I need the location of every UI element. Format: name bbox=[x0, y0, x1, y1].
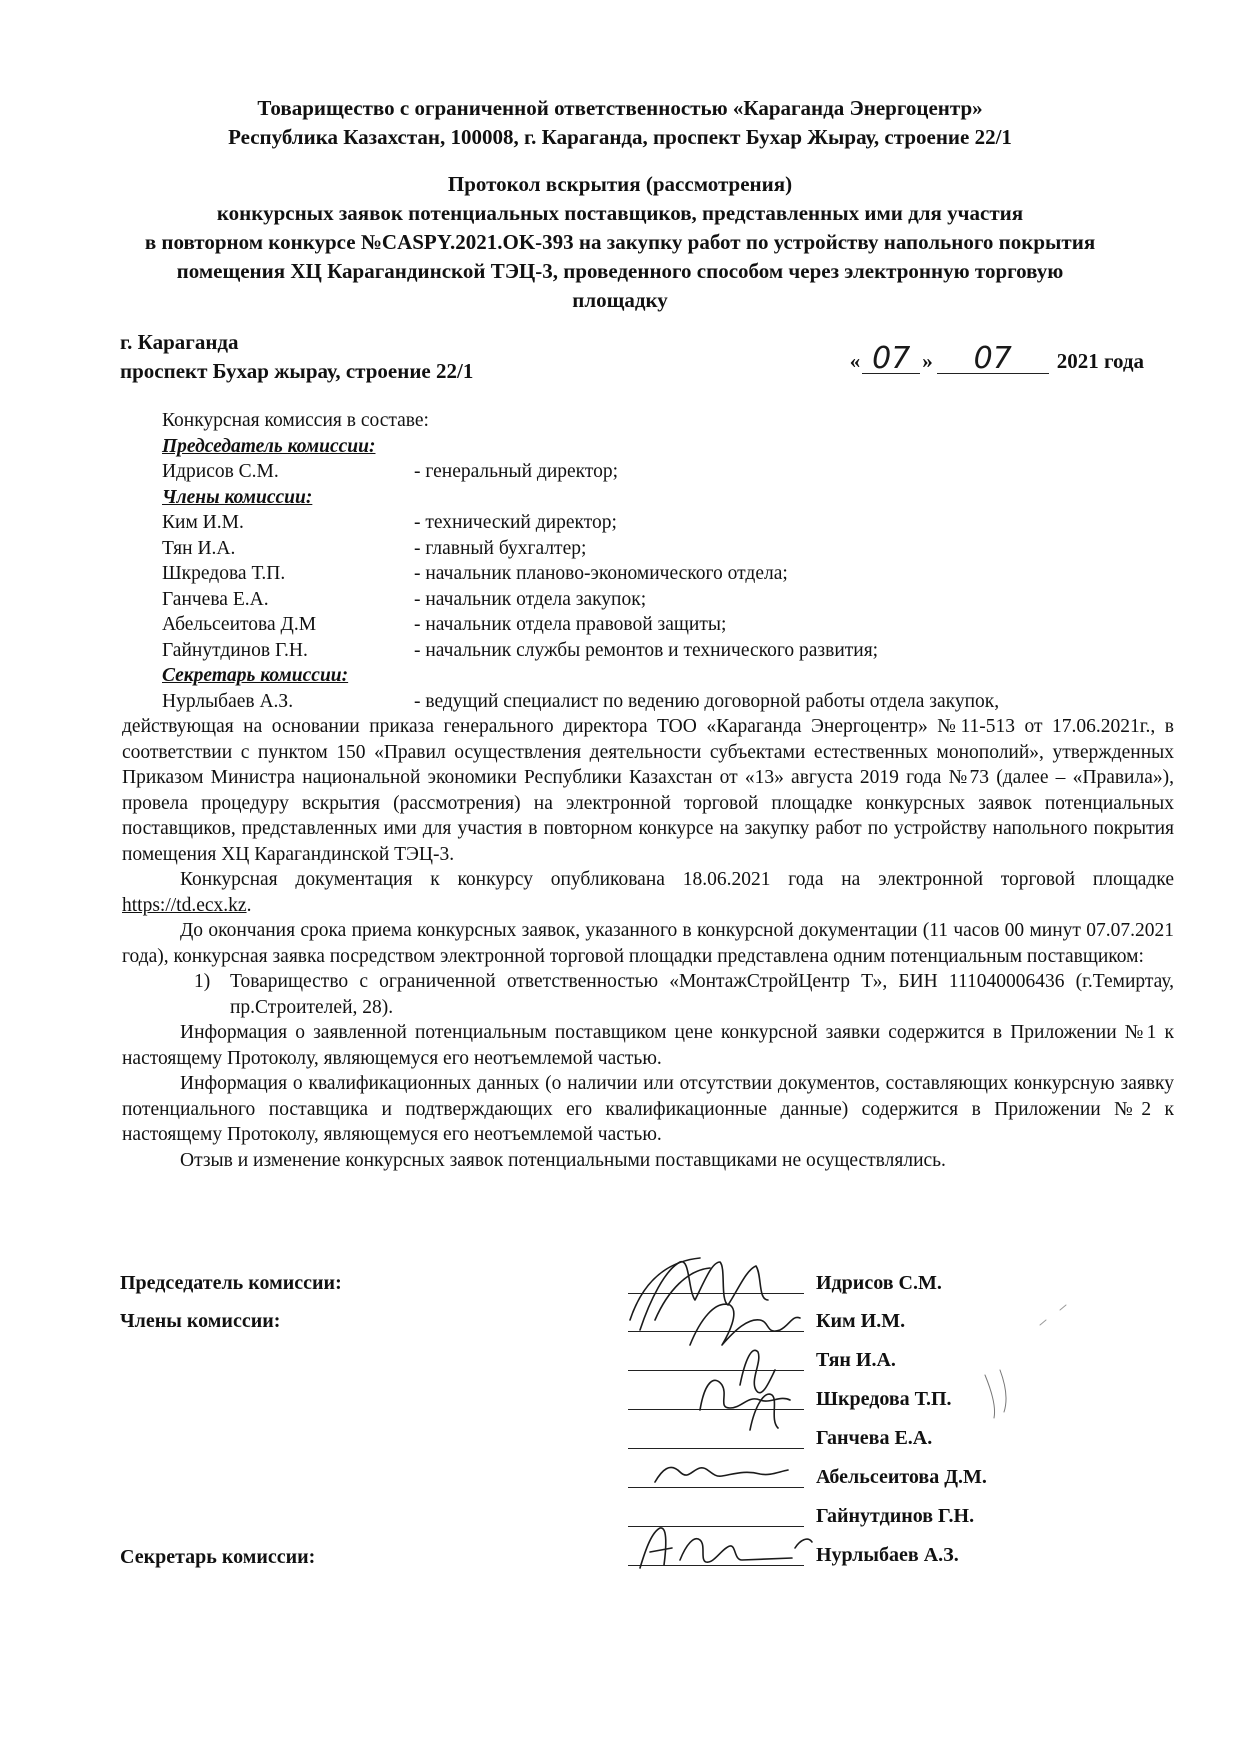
member-position: - начальник службы ремонтов и технического развития; bbox=[414, 639, 879, 661]
title-line-1: Протокол вскрытия (рассмотрения) bbox=[447, 172, 793, 196]
signatory-name: Ганчева Е.А. bbox=[816, 1427, 933, 1449]
signature-chair bbox=[640, 1262, 768, 1330]
member-name: Шкредова Т.П. bbox=[162, 563, 286, 584]
paragraph-submissions: До окончания срока приема конкурсных заявок, указанного в конкурсной документации (11 часов 00 минут 07.07.2021 года), конкурсная заявка посредством электронной торговой площадки представлена одним потенциальным поставщиком: bbox=[122, 920, 1174, 967]
signature-line bbox=[628, 1487, 804, 1488]
publication-end: . bbox=[246, 894, 252, 916]
paragraph-procedure: действующая на основании приказа генерального директора ТОО «Караганда Энергоцентр» №11-513 от 17.06.2021г., в соответствии с пунктом 150 «Правил осуществления деятельности субъектами естественных монополий», утвержденных Приказом Министра национальной экономики Республики Казахстан от «13» августа 2019 года №73 (далее – «Правила»), провела процедуру вскрытия (рассмотрения) на электронной торговой площадке конкурсных заявок потенциальных поставщиков, представленных ими для участия в повторном конкурсе на закупку работ по устройству напольного покрытия помещения ХЦ Карагандинской ТЭЦ-3. bbox=[122, 716, 1174, 865]
date-close-quote: » bbox=[922, 349, 933, 373]
member-name: Тян И.А. bbox=[162, 537, 236, 559]
signatory-name: Тян И.А. bbox=[816, 1349, 896, 1371]
address: проспект Бухар жырау, строение 22/1 bbox=[120, 359, 474, 383]
signature-secretary bbox=[640, 1528, 672, 1568]
date-day: 07 bbox=[862, 345, 920, 374]
paragraph-price-info: Информация о заявленной потенциальным поставщиком цене конкурсной заявки содержится в Приложении №1 к настоящему Протоколу, являющемуся его неотъемлемой частью. bbox=[122, 1022, 1174, 1069]
member-position: - технический директор; bbox=[414, 512, 617, 533]
member-name: Гайнутдинов Г.Н. bbox=[162, 639, 308, 661]
organization-address: Республика Казахстан, 100008, г. Караганда, проспект Бухар Жырау, строение 22/1 bbox=[228, 125, 1012, 149]
paragraph-qualification-info: Информация о квалификационных данных (о наличии или отсутствии документов, составляющих конкурсную заявку потенциального поставщика и подтверждающих его квалификационные данные) содержится в Приложении №2 к настоящему Протоколу, являющемуся его неотъемлемой частью. bbox=[122, 1073, 1174, 1145]
signatory-name: Шкредова Т.П. bbox=[816, 1388, 952, 1410]
signature-line bbox=[628, 1565, 804, 1566]
signature-line bbox=[628, 1409, 804, 1410]
signature-line bbox=[628, 1293, 804, 1294]
commission-intro: Конкурсная комиссия в составе: bbox=[162, 410, 429, 431]
member-name: Абельсеитова Д.М bbox=[162, 614, 317, 635]
secretary-name: Нурлыбаев А.З. bbox=[162, 690, 294, 712]
signatory-name: Абельсеитова Д.М. bbox=[816, 1466, 987, 1488]
chair-name: Идрисов С.М. bbox=[162, 461, 279, 482]
signatory-name: Нурлыбаев А.З. bbox=[816, 1544, 959, 1566]
signature-line bbox=[628, 1526, 804, 1527]
secretary-role-heading: Секретарь комиссии: bbox=[162, 665, 349, 686]
title-line-5: площадку bbox=[572, 288, 668, 312]
signature-member bbox=[690, 1304, 800, 1345]
signatory-name: Ким И.М. bbox=[816, 1310, 906, 1332]
supplier-text: Товарищество с ограниченной ответственностью «МонтажСтройЦентр Т», БИН 111040006436 (г.Темиртау, пр.Строителей, 28). bbox=[230, 971, 1174, 1018]
secretary-signature-label: Секретарь комиссии: bbox=[120, 1546, 316, 1568]
member-name: Ганчева Е.А. bbox=[162, 588, 269, 610]
member-position: - главный бухгалтер; bbox=[414, 537, 587, 559]
title-line-3: в повторном конкурсе №CASPY.2021.OK-393 на закупку работ по устройству напольного покрытия bbox=[144, 230, 1096, 254]
list-number: 1) bbox=[194, 971, 211, 992]
member-position: - начальник отдела правовой защиты; bbox=[414, 614, 727, 635]
signature-line bbox=[628, 1448, 804, 1449]
platform-link[interactable]: https://td.ecx.kz bbox=[122, 894, 247, 916]
organization-name: Товарищество с ограниченной ответственностью «Караганда Энергоцентр» bbox=[257, 96, 983, 120]
member-position: - начальник планово-экономического отдела; bbox=[414, 563, 788, 584]
chair-position: - генеральный директор; bbox=[414, 461, 619, 482]
city: г. Караганда bbox=[120, 330, 239, 354]
publication-text: Конкурсная документация к конкурсу опубликована 18.06.2021 года на электронной торговой площадке bbox=[180, 869, 1174, 890]
signatory-name: Гайнутдинов Г.Н. bbox=[816, 1505, 975, 1527]
title-line-2: конкурсных заявок потенциальных поставщиков, представленных ими для участия bbox=[216, 201, 1024, 225]
signature-line bbox=[628, 1331, 804, 1332]
signature-member bbox=[655, 1467, 788, 1482]
date-year: 2021 года bbox=[1056, 349, 1144, 373]
members-signature-label: Члены комиссии: bbox=[120, 1310, 281, 1332]
date-open-quote: « bbox=[849, 349, 861, 373]
paragraph-withdrawal: Отзыв и изменение конкурсных заявок потенциальными поставщиками не осуществлялись. bbox=[180, 1149, 946, 1171]
signature-line bbox=[628, 1370, 804, 1371]
member-name: Ким И.М. bbox=[162, 512, 244, 533]
chair-role-heading: Председатель комиссии: bbox=[162, 435, 376, 457]
title-line-4: помещения ХЦ Карагандинской ТЭЦ-3, проведенного способом через электронную торговую bbox=[176, 259, 1064, 283]
signature-member bbox=[740, 1350, 775, 1392]
members-role-heading: Члены комиссии: bbox=[162, 486, 313, 508]
member-position: - начальник отдела закупок; bbox=[414, 588, 647, 610]
secretary-position: - ведущий специалист по ведению договорной работы отдела закупок, bbox=[414, 690, 1000, 712]
chair-signature-label: Председатель комиссии: bbox=[120, 1272, 342, 1294]
date-month: 07 bbox=[937, 345, 1049, 374]
signatory-name: Идрисов С.М. bbox=[816, 1272, 942, 1294]
